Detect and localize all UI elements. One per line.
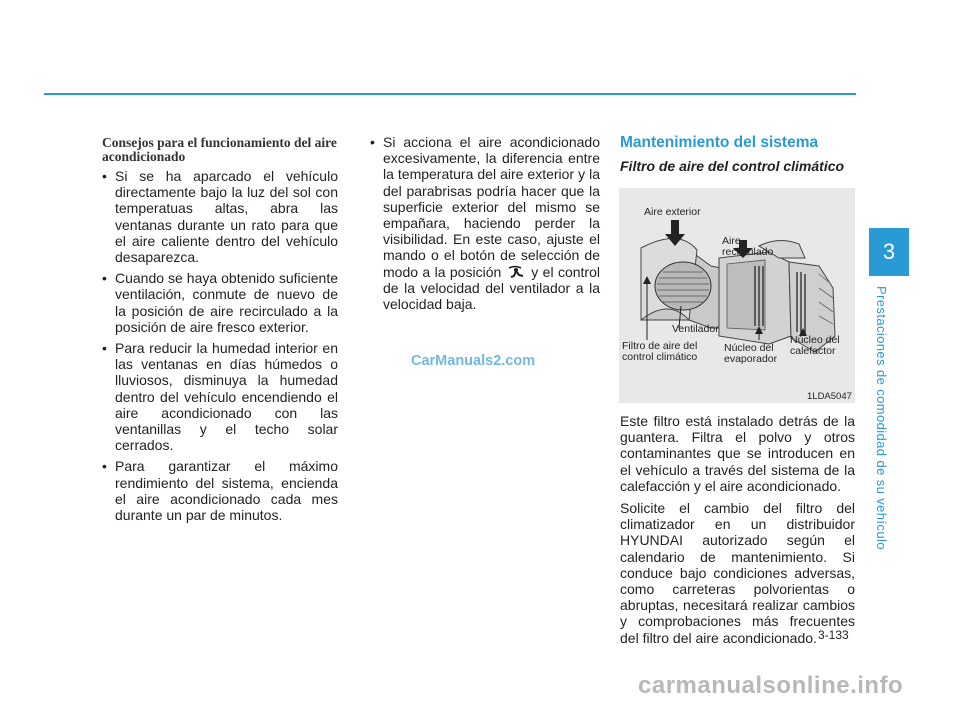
chapter-tab: 3 xyxy=(869,228,909,276)
list-item: • Para garantizar el máximo rendimiento del sistema, encienda el aire acondicionado cada mes durante un par de minutos. xyxy=(102,458,338,523)
label-outside-air: Aire exterior xyxy=(644,206,701,218)
tips-list xyxy=(102,168,338,523)
right-column xyxy=(620,134,855,652)
defrost-floor-mode-icon xyxy=(507,265,525,279)
tips-heading: Consejos para el funcionamiento del aire acondicionado xyxy=(102,135,337,164)
label-filter: Filtro de aire del control climático xyxy=(622,340,698,363)
paragraph: Solicite el cambio del filtro del climatizador en un distribuidor HYUNDAI autorizado según el calendario de mantenimiento. Si conduce bajo condiciones adversas, como carreteras polvorientas o abruptas, necesitará realizar cambios y comprobaciones más frecuentes del filtro del aire acondicionado. xyxy=(620,500,855,646)
list-item: • Cuando se haya obtenido suficiente ventilación, conmute de nuevo de la posición de aire recirculado a la posición de aire fresco exterior. xyxy=(102,270,338,335)
bottom-watermark: carmanualsonline.info xyxy=(638,672,904,699)
middle-list xyxy=(370,134,600,312)
hvac-illustration xyxy=(619,188,855,403)
side-chapter-title: Prestaciones de comodidad de su vehículo xyxy=(874,286,889,550)
watermark: CarManuals2.com xyxy=(411,353,536,369)
bullet-text-part1: Si acciona el aire acondicionado excesivamente, la diferencia entre la temperatura del aire exterior y la del parabrisas podría hacer que la superficie exterior del mismo se empañara, haciendo perder la visibilidad. En este caso, ajuste el mando o el botón de selección de modo a la posición xyxy=(383,134,600,280)
sub-title: Filtro de aire del control climático xyxy=(620,158,845,174)
section-title: Mantenimiento del sistema xyxy=(620,134,819,151)
label-evaporator: Núcleo del evaporador xyxy=(724,342,778,365)
label-heater-core: Núcleo del calefactor xyxy=(790,334,840,357)
list-item xyxy=(370,134,600,312)
middle-column xyxy=(370,134,600,317)
bullet-text-part2: y el control de la velocidad del ventilador a la velocidad baja. xyxy=(383,263,600,313)
climate-filter-diagram xyxy=(619,188,855,403)
left-column xyxy=(102,136,338,528)
page-number: 3-133 xyxy=(818,628,849,642)
figure-code: 1LDA5047 xyxy=(807,391,852,402)
label-blower: Ventilador xyxy=(672,323,719,335)
list-item: • Si se ha aparcado el vehículo directamente bajo la luz del sol con temperatuas altas, abra las ventanas durante un rato para que el aire caliente dentro del vehículo desaparezca. xyxy=(102,168,338,265)
paragraph: Este filtro está instalado detrás de la guantera. Filtra el polvo y otros contaminantes que se introducen en el vehículo a través del sistema de la calefacción y el aire acondicionado. xyxy=(620,413,855,494)
list-item: • Para reducir la humedad interior en las ventanas en días húmedos o lluviosos, disminuya la humedad dentro del vehículo encendiendo el aire acondicionado con las ventanillas y el techo solar cerrados. xyxy=(102,340,338,453)
label-recirc-air: Aire recirculado xyxy=(722,235,774,258)
header-rule xyxy=(44,93,856,95)
